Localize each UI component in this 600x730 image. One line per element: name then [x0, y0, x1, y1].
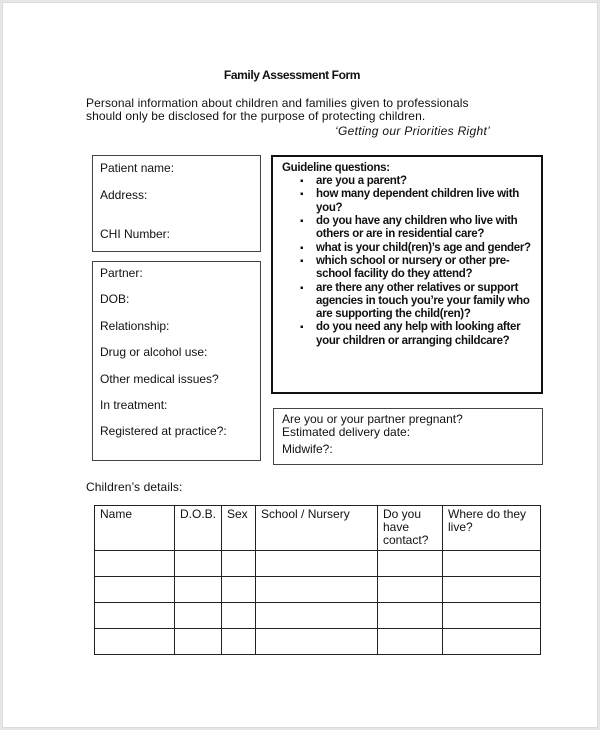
- name-cell[interactable]: [95, 551, 175, 577]
- name-cell[interactable]: [95, 577, 175, 603]
- bullet-icon: ▪: [300, 322, 304, 334]
- drug-alcohol-field[interactable]: Drug or alcohol use:: [100, 345, 208, 359]
- bullet-icon: ▪: [300, 282, 304, 294]
- contact-cell[interactable]: [378, 603, 443, 629]
- contact-cell[interactable]: [378, 551, 443, 577]
- intro-text: [86, 97, 469, 123]
- residence-cell[interactable]: [443, 629, 541, 655]
- table-row: [95, 629, 541, 655]
- bullet-icon: ▪: [300, 255, 304, 267]
- source-quote: ‘Getting our Priorities Right’: [335, 124, 491, 138]
- column-header-contact: Do you have contact?: [378, 506, 443, 551]
- name-cell[interactable]: [95, 629, 175, 655]
- guideline-item: ▪ which school or nursery or other pre-school facility do they attend?: [300, 254, 510, 281]
- table-header-row: [95, 506, 541, 551]
- guideline-questions-box: [271, 155, 543, 394]
- column-header-school: School / Nursery: [256, 506, 378, 551]
- form-title: Family Assessment Form: [223, 68, 361, 82]
- bullet-icon: ▪: [300, 189, 304, 201]
- midwife-field[interactable]: Midwife?:: [282, 442, 333, 456]
- column-header-residence: Where do they live?: [443, 506, 541, 551]
- name-cell[interactable]: [95, 603, 175, 629]
- dob-field[interactable]: DOB:: [100, 292, 130, 306]
- school-cell[interactable]: [256, 551, 378, 577]
- column-header-sex: Sex: [222, 506, 256, 551]
- children-details-table: [94, 505, 541, 655]
- in-treatment-field[interactable]: In treatment:: [100, 398, 168, 412]
- table-row: [95, 577, 541, 603]
- column-header-dob: D.O.B.: [175, 506, 222, 551]
- column-header-name: Name: [95, 506, 175, 551]
- sex-cell[interactable]: [222, 551, 256, 577]
- school-cell[interactable]: [256, 577, 378, 603]
- delivery-date-field[interactable]: Estimated delivery date:: [282, 425, 411, 439]
- partner-info-box: [92, 261, 261, 461]
- guideline-item: ▪ do you need any help with looking after your children or arranging childcare?: [300, 321, 521, 347]
- sex-cell[interactable]: [222, 603, 256, 629]
- residence-cell[interactable]: [443, 603, 541, 629]
- medical-issues-field[interactable]: Other medical issues?: [100, 372, 219, 386]
- sex-cell[interactable]: [222, 629, 256, 655]
- address-field[interactable]: Address:: [100, 188, 148, 202]
- document-page: [2, 2, 598, 728]
- table-row: [95, 551, 541, 577]
- residence-cell[interactable]: [443, 551, 541, 577]
- guideline-item: ▪ are there any other relatives or support agencies in touch you’re your family who are supporting the child(ren)?: [300, 281, 530, 320]
- guideline-list: [273, 175, 541, 348]
- dob-cell[interactable]: [175, 577, 222, 603]
- contact-cell[interactable]: [378, 577, 443, 603]
- guideline-heading: Guideline questions:: [282, 162, 390, 174]
- dob-cell[interactable]: [175, 603, 222, 629]
- partner-field[interactable]: Partner:: [100, 266, 143, 280]
- guideline-item: ▪ how many dependent children live with you?: [300, 188, 519, 214]
- patient-info-box: [92, 155, 261, 252]
- contact-cell[interactable]: [378, 629, 443, 655]
- sex-cell[interactable]: [222, 577, 256, 603]
- pregnancy-info-box: [273, 408, 543, 465]
- intro-line-2: should only be disclosed for the purpose of protecting children.: [86, 109, 426, 123]
- pregnant-question-field[interactable]: Are you or your partner pregnant?: [282, 412, 463, 426]
- bullet-icon: ▪: [300, 176, 304, 187]
- registered-practice-field[interactable]: Registered at practice?:: [100, 424, 227, 438]
- relationship-field[interactable]: Relationship:: [100, 319, 170, 333]
- chi-number-field[interactable]: CHI Number:: [100, 227, 171, 241]
- school-cell[interactable]: [256, 629, 378, 655]
- residence-cell[interactable]: [443, 577, 541, 603]
- dob-cell[interactable]: [175, 551, 222, 577]
- intro-line-1: Personal information about children and families given to professionals: [86, 96, 469, 110]
- bullet-icon: ▪: [300, 242, 304, 254]
- bullet-icon: ▪: [300, 215, 304, 227]
- table-row: [95, 603, 541, 629]
- guideline-item: ▪ do you have any children who live with others or are in residential care?: [300, 214, 518, 241]
- dob-cell[interactable]: [175, 629, 222, 655]
- patient-name-field[interactable]: Patient name:: [100, 161, 175, 175]
- guideline-item: ▪ what is your child(ren)’s age and gender?: [300, 241, 531, 254]
- guideline-item: ▪ are you a parent?: [300, 175, 407, 187]
- children-details-label: Children’s details:: [86, 480, 183, 494]
- school-cell[interactable]: [256, 603, 378, 629]
